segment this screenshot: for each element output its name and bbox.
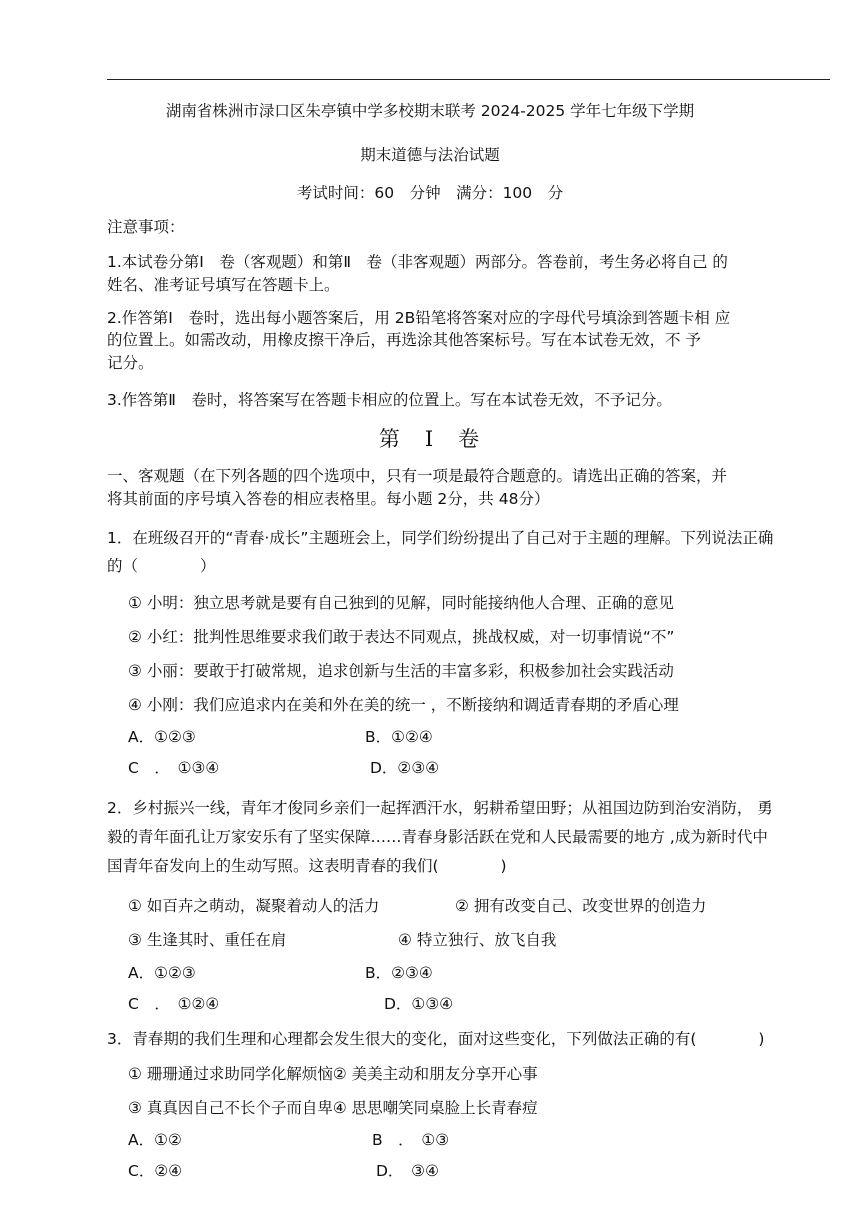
- question-statement: ② 拥有改变自己、改变世界的创造力: [455, 897, 707, 915]
- question-statement: ④ 小刚：我们应追求内在美和外在美的统一 ，不断接纳和调适青春期的矛盾心理: [128, 696, 679, 714]
- question-statement: ① 珊珊通过求助同学化解烦恼② 美美主动和朋友分享开心事: [128, 1065, 538, 1083]
- question-stem: 毅的青年面孔让万家安乐有了坚实保障……青春身影活跃在党和人民最需要的地方 ,成为新时代中: [107, 828, 768, 846]
- option-b[interactable]: B．①②④: [365, 728, 433, 746]
- note-line: 记分。: [107, 354, 154, 372]
- exam-title-line2: 期末道德与法治试题: [360, 146, 500, 164]
- question-stem: 国青年奋发向上的生动写照。这表明青春的我们( ): [107, 857, 507, 875]
- question-stem: 的（ ）: [107, 557, 216, 575]
- option-d[interactable]: D．①③④: [384, 995, 454, 1013]
- option-a[interactable]: A．①②③: [128, 964, 196, 982]
- option-c[interactable]: C ． ①②④: [128, 995, 220, 1013]
- question-stem: 1．在班级召开的“青春·成长”主题班会上，同学们纷纷提出了自己对于主题的理解。下列说法正确: [107, 529, 774, 547]
- question-statement: ① 如百卉之萌动，凝聚着动人的活力: [128, 897, 380, 915]
- note-line: 1.本试卷分第Ⅰ 卷（客观题）和第Ⅱ 卷（非客观题）两部分。答卷前，考生务必将自己 的: [107, 253, 728, 271]
- question-statement: ② 小红：批判性思维要求我们敢于表达不同观点，挑战权威，对一切事情说“不”: [128, 628, 675, 646]
- option-a[interactable]: A．①②③: [128, 728, 196, 746]
- option-b[interactable]: B．②③④: [365, 964, 433, 982]
- note-line: 姓名、准考证号填写在答题卡上。: [107, 276, 340, 294]
- section-title: 第 Ⅰ 卷: [378, 427, 482, 451]
- exam-info: 考试时间：60 分钟 满分：100 分: [296, 184, 564, 202]
- notes-heading: 注意事项：: [107, 218, 185, 236]
- option-d[interactable]: D．②③④: [370, 759, 440, 777]
- question-statement: ③ 真真因自己不长个子而自卑④ 思思嘲笑同桌脸上长青春痘: [128, 1099, 538, 1117]
- note-line: 2.作答第Ⅰ 卷时，选出每小题答案后，用 2B铅笔将答案对应的字母代号填涂到答题卡相 应: [107, 309, 731, 327]
- question-stem: 2．乡村振兴一线，青年才俊同乡亲们一起挥洒汗水，躬耕希望田野；从祖国边防到治安消防， 勇: [107, 799, 773, 817]
- option-c[interactable]: C．②④: [128, 1162, 183, 1180]
- question-statement: ③ 生逢其时、重任在肩: [128, 931, 287, 949]
- header-rule: [107, 79, 830, 80]
- note-line: 的位置上。如需改动，用橡皮擦干净后，再选涂其他答案标号。写在本试卷无效，不 予: [107, 331, 701, 349]
- option-d[interactable]: D． ③④: [376, 1162, 439, 1180]
- option-a[interactable]: A．①②: [128, 1131, 182, 1149]
- section-instruction: 将其前面的序号填入答卷的相应表格里。每小题 2分，共 48分）: [107, 490, 550, 508]
- note-line: 3.作答第Ⅱ 卷时，将答案写在答题卡相应的位置上。写在本试卷无效，不予记分。: [107, 391, 672, 409]
- option-b[interactable]: B ． ①③: [372, 1131, 450, 1149]
- question-stem: 3．青春期的我们生理和心理都会发生很大的变化，面对这些变化，下列做法正确的有( ): [107, 1030, 765, 1048]
- option-c[interactable]: C ． ①③④: [128, 759, 220, 777]
- question-statement: ① 小明：独立思考就是要有自己独到的见解，同时能接纳他人合理、正确的意见: [128, 594, 674, 612]
- question-statement: ④ 特立独行、放飞自我: [398, 931, 557, 949]
- exam-title-line1: 湖南省株洲市渌口区朱亭镇中学多校期末联考 2024-2025 学年七年级下学期: [165, 102, 695, 120]
- section-instruction: 一、客观题（在下列各题的四个选项中，只有一项是最符合题意的。请选出正确的答案，并: [107, 467, 728, 485]
- question-statement: ③ 小丽：要敢于打破常规，追求创新与生活的丰富多彩，积极参加社会实践活动: [128, 662, 674, 680]
